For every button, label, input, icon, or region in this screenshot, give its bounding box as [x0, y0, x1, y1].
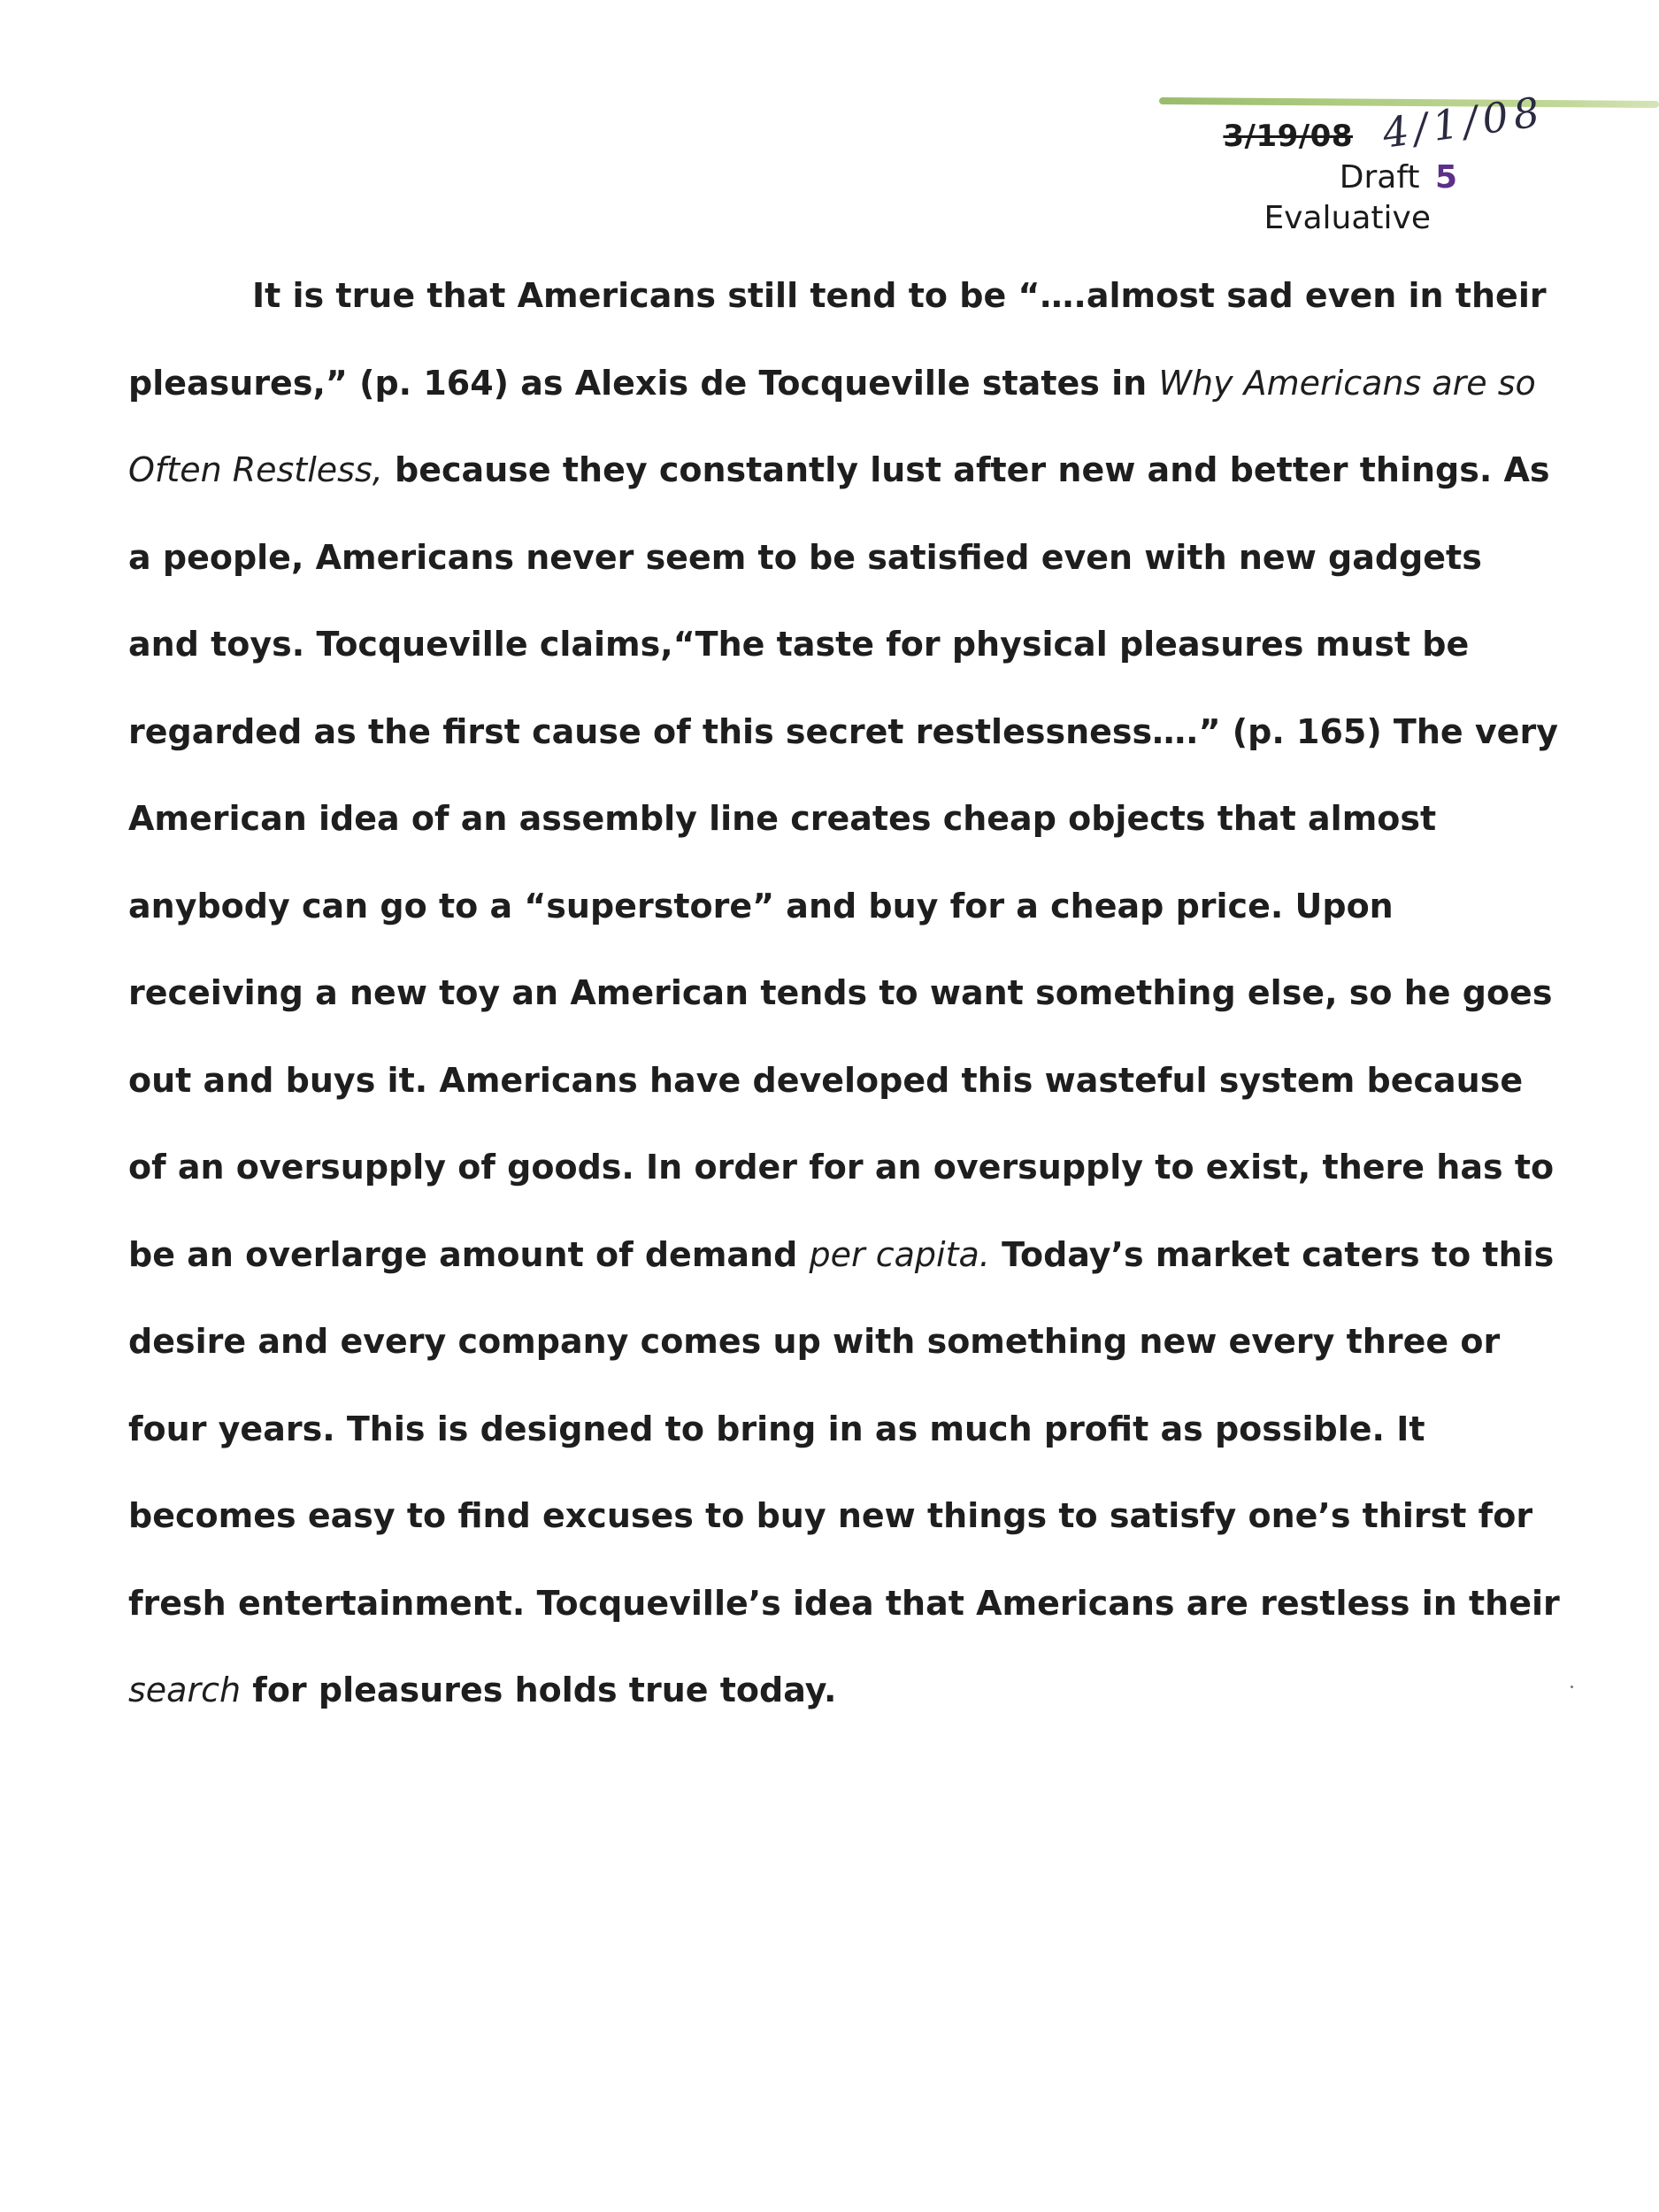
essay-text-part-3: Today’s market caters to this desire and every company comes up with something new every three or four years. This is designed to bring in as much profit as possible. It becomes easy to find excuses to buy new things to satisfy one’s thirst for fresh entertainment. Tocqueville’s idea that Americans are restless in their [128, 1234, 1560, 1623]
crossed-out-date: 3/19/08 [1223, 119, 1353, 154]
draft-word: Draft [1339, 159, 1420, 196]
essay-italic-per-capita: per capita. [809, 1234, 990, 1274]
handwritten-date: 4/1/08 [1379, 87, 1548, 157]
draft-label [1340, 159, 1457, 196]
draft-number: 5 [1434, 159, 1457, 196]
essay-paragraph [128, 252, 1562, 1734]
scan-speck [1571, 1686, 1573, 1688]
essay-body [128, 252, 1562, 1734]
essay-text-part-2: because they constantly lust after new and better things. As a people, Americans never seem to be satisfied even with new gadgets and toys. Tocqueville claims,“The taste for physical pleasures must be regarded as the first cause of this secret restlessness….” (p. 165) The very American idea of an assembly line creates cheap objects that almost anybody can go to a “superstore” and buy for a cheap price. Upon receiving a new toy an American tends to want something else, so he goes out and buys it. Americans have developed this wasteful system because of an oversupply of goods. In order for an oversupply to exist, there has to be an overlarge amount of demand [128, 450, 1558, 1274]
essay-type-label: Evaluative [1263, 200, 1431, 236]
essay-text-part-4: for pleasures holds true today. [241, 1671, 837, 1709]
header-block [1174, 87, 1548, 246]
essay-italic-search: search [128, 1671, 242, 1709]
essay-text-part-1: It is true that Americans still tend to be “….almost sad even in their pleasures,” (p. 164) as Alexis de Tocqueville states in [128, 276, 1547, 403]
essay-cited-title: Why Americans are so Often Restless, [128, 363, 1536, 489]
